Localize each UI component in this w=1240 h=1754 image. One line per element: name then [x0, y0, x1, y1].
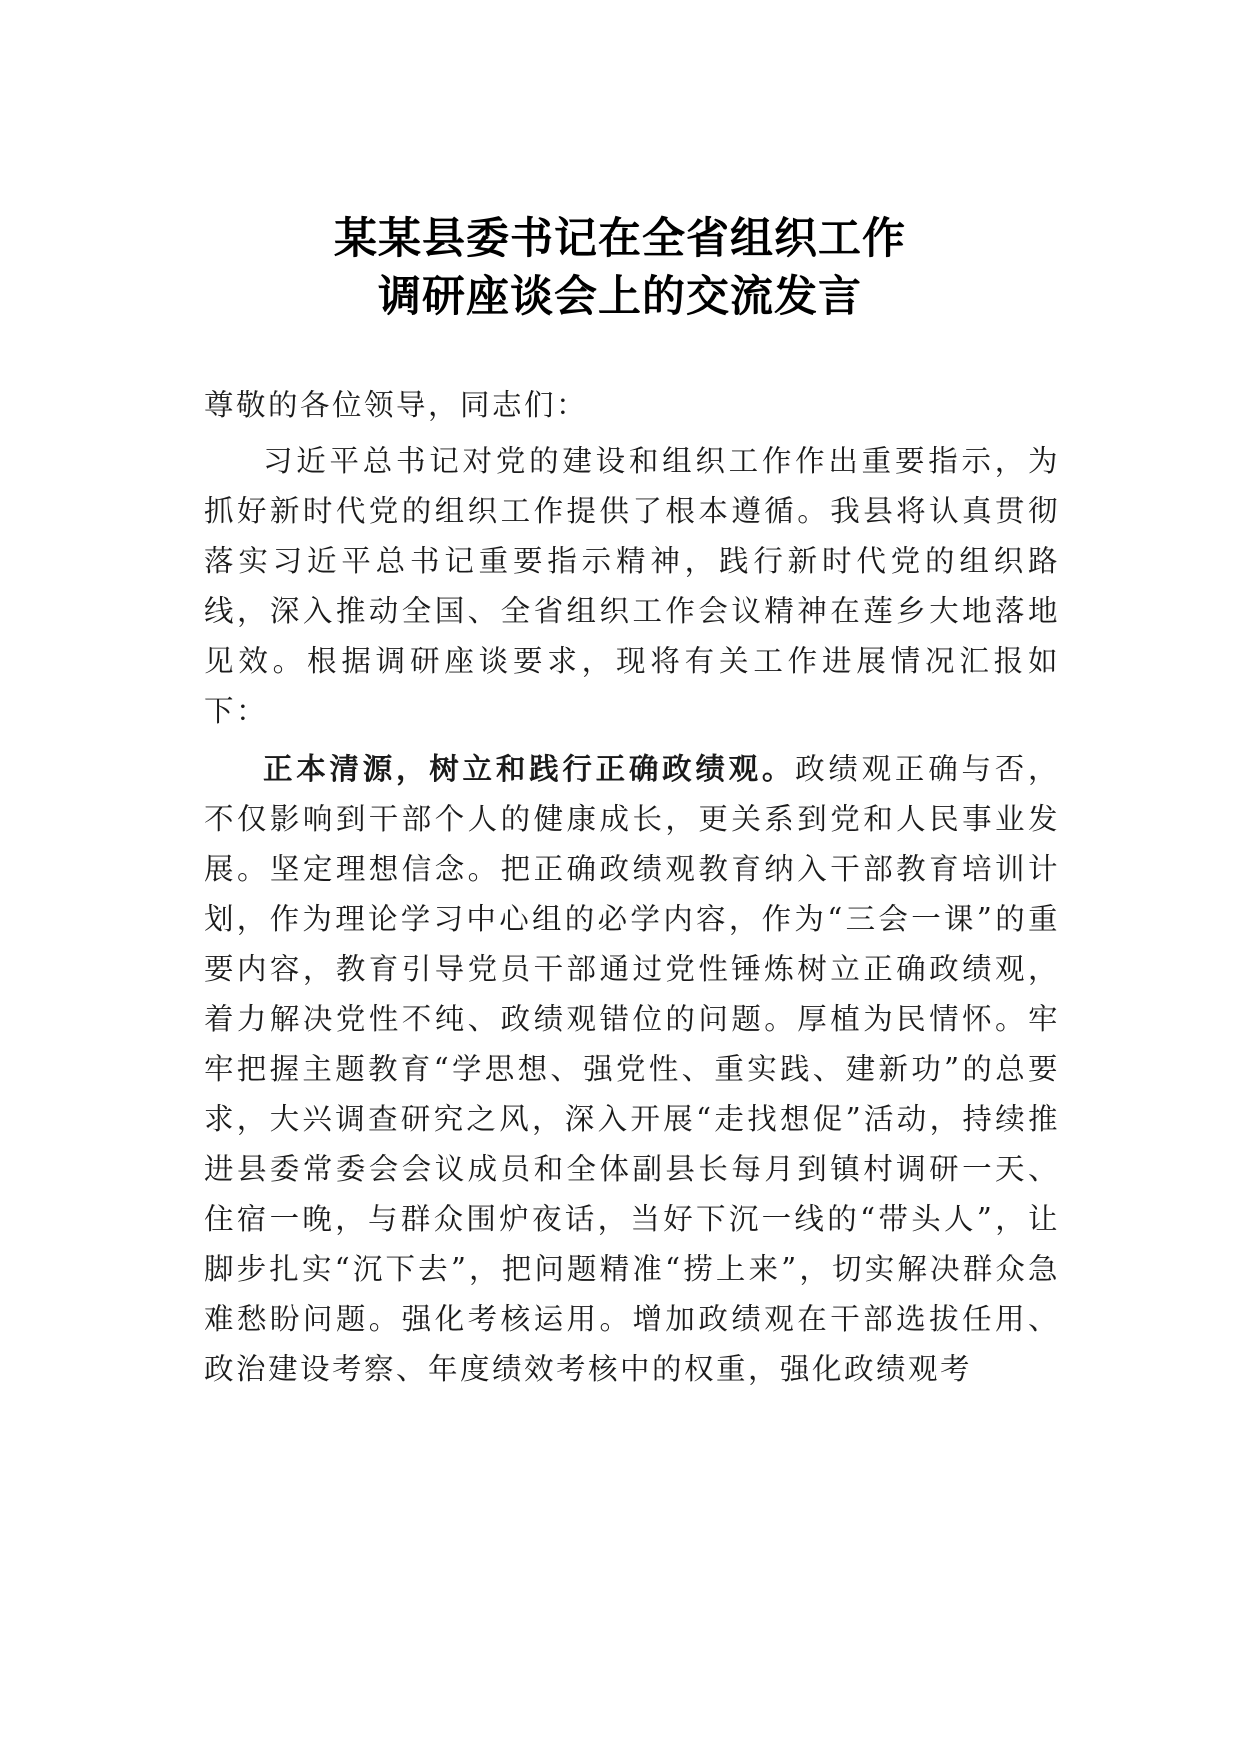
- document-title: [0, 210, 1240, 326]
- section-heading: 正本清源，树立和践行正确政绩观。: [263, 752, 796, 786]
- title-line-1: 某某县委书记在全省组织工作: [334, 214, 906, 264]
- title-line-2: 调研座谈会上的交流发言: [378, 272, 862, 322]
- salutation: 尊敬的各位领导，同志们：: [204, 388, 589, 422]
- section-text: 政绩观正确与否，不仅影响到干部个人的健康成长，更关系到党和人民事业发展。坚定理想信念。把正确政绩观教育纳入干部教育培训计划，作为理论学习中心组的必学内容，作为“三会一课”的重要内容，教育引导党员干部通过党性锤炼树立正确政绩观，着力解决党性不纯、政绩观错位的问题。厚植为民情怀。牢牢把握主题教育“学思想、强党性、重实践、建新功”的总要求，大兴调查研究之风，深入开展“走找想促”活动，持续推进县委常委会会议成员和全体副县长每月到镇村调研一天、住宿一晚，与群众围炉夜话，当好下沉一线的“带头人”，让脚步扎实“沉下去”，把问题精准“捞上来”，切实解决群众急难愁盼问题。强化考核运用。增加政绩观在干部选拔任用、政治建设考察、年度绩效考核中的权重，强化政绩观考: [204, 752, 1060, 1386]
- document-body: [204, 380, 1060, 1402]
- paragraph-intro: 习近平总书记对党的建设和组织工作作出重要指示，为抓好新时代党的组织工作提供了根本遵循。我县将认真贯彻落实习近平总书记重要指示精神，践行新时代党的组织路线，深入推动全国、全省组织工作会议精神在莲乡大地落地见效。根据调研座谈要求，现将有关工作进展情况汇报如下：: [204, 444, 1060, 728]
- paragraph-section-1: [204, 744, 1060, 1394]
